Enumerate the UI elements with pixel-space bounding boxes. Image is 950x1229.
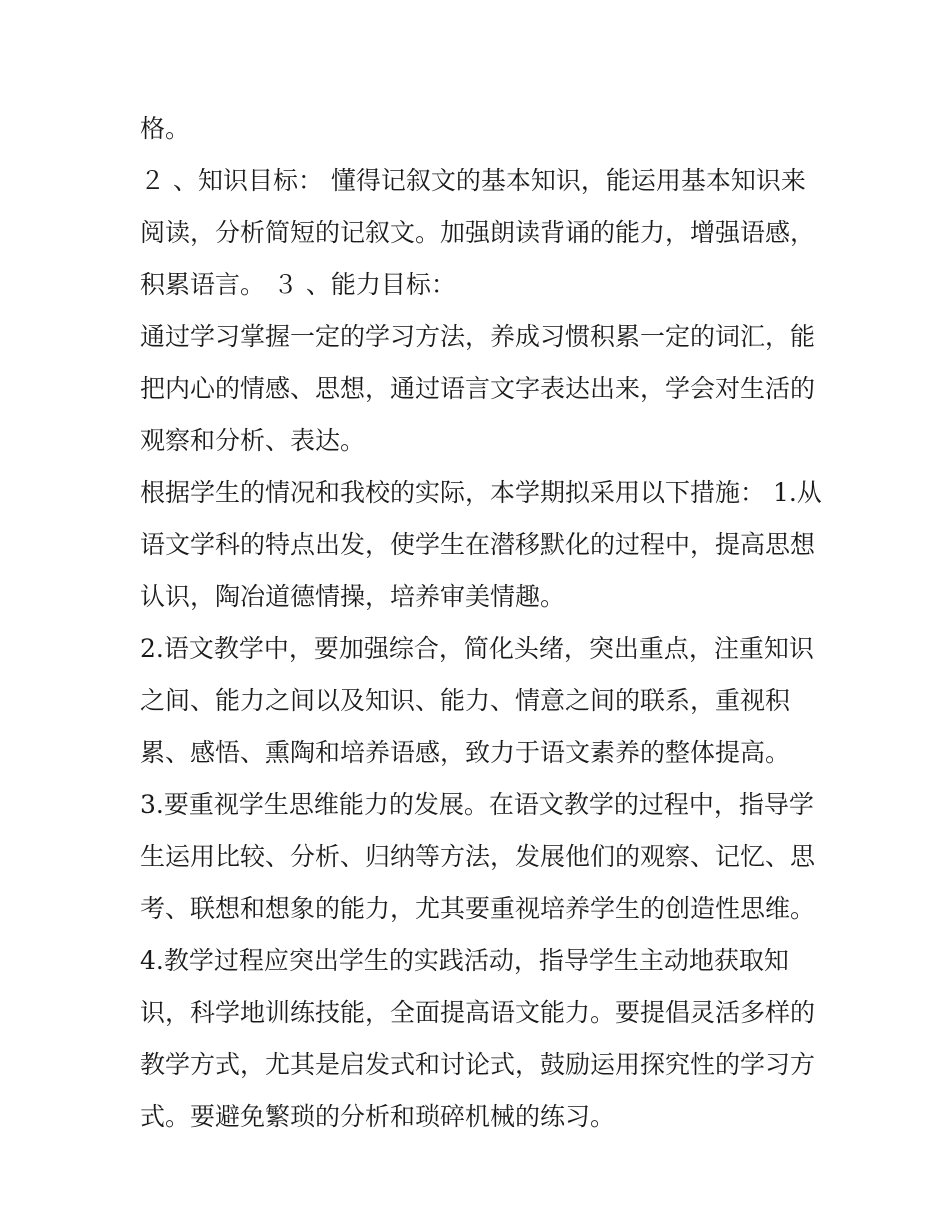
text-line: 把内心的情感、思想，通过语言文字表达出来，学会对生活的 [140,374,816,403]
text-line: 生运用比较、分析、归纳等方法，发展他们的观察、记忆、思 [140,842,816,871]
text-line: 积累语言。 ３ 、能力目标： [140,270,456,299]
text-line: 考、联想和想象的能力，尤其要重视培养学生的创造性思维。 [140,894,816,923]
text-line: 3.要重视学生思维能力的发展。在语文教学的过程中，指导学 [140,790,814,819]
text-line: 观察和分析、表达。 [140,426,366,455]
text-line: 认识，陶冶道德情操，培养审美情趣。 [140,582,566,611]
text-line: 教学方式，尤其是启发式和讨论式，鼓励运用探究性的学习方 [140,1050,816,1079]
text-line: 之间、能力之间以及知识、能力、情意之间的联系，重视积 [140,686,791,715]
text-line: 阅读，分析简短的记叙文。加强朗读背诵的能力，增强语感， [140,218,816,247]
text-line: 式。要避免繁琐的分析和琐碎机械的练习。 [140,1102,616,1131]
text-line: 根据学生的情况和我校的实际，本学期拟采用以下措施： 1.从 [140,478,822,507]
text-line: 累、感悟、熏陶和培养语感，致力于语文素养的整体提高。 [140,738,791,767]
text-line: 4.教学过程应突出学生的实践活动，指导学生主动地获取知 [140,946,789,975]
text-line: 2.语文教学中，要加强综合，简化头绪，突出重点，注重知识 [140,634,814,663]
text-line: 格。 [140,114,191,143]
text-line: 语文学科的特点出发，使学生在潜移默化的过程中，提高思想 [140,530,816,559]
text-line: 通过学习掌握一定的学习方法，养成习惯积累一定的词汇，能 [140,322,816,351]
text-line: 识，科学地训练技能，全面提高语文能力。要提倡灵活多样的 [140,998,816,1027]
text-line: ２ 、知识目标： 懂得记叙文的基本知识，能运用基本知识来 [140,166,806,195]
